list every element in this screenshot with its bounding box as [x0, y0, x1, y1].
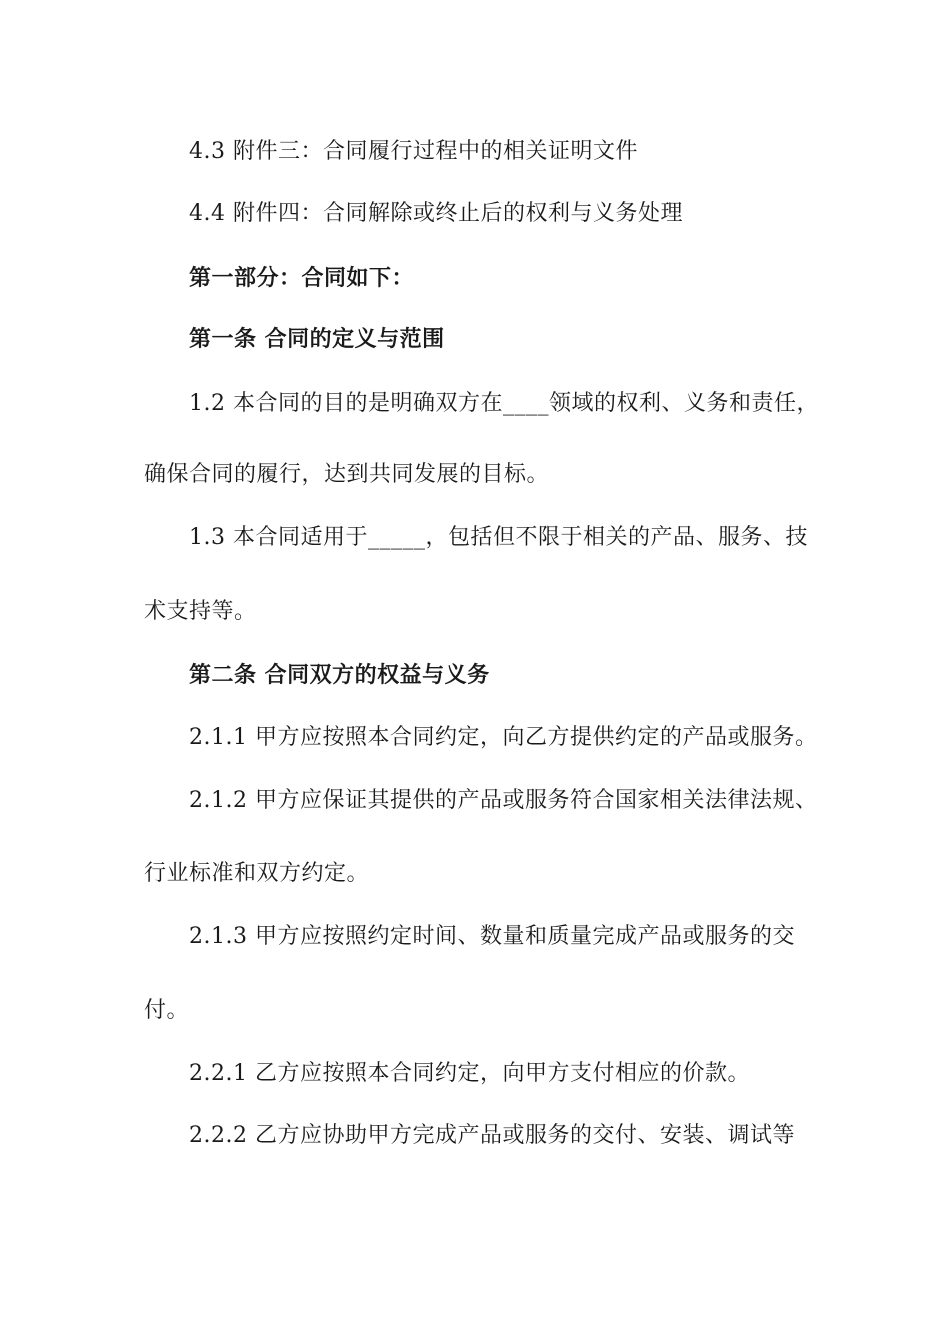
- clause-2-1-1: 2.1.1 甲方应按照本合同约定，向乙方提供约定的产品或服务。: [189, 725, 818, 750]
- appendix-item-4-3: 4.3 附件三：合同履行过程中的相关证明文件: [189, 139, 638, 164]
- article-two-heading: 第二条 合同双方的权益与义务: [189, 662, 490, 688]
- article-one-heading: 第一条 合同的定义与范围: [189, 326, 445, 352]
- clause-2-1-3: 2.1.3 甲方应按照约定时间、数量和质量完成产品或服务的交: [189, 924, 795, 949]
- clause-1-2: 1.2 本合同的目的是明确双方在____领域的权利、义务和责任，: [189, 391, 819, 416]
- clause-1-3: 1.3 本合同适用于_____，包括但不限于相关的产品、服务、技: [189, 525, 808, 550]
- part-one-heading: 第一部分：合同如下：: [189, 265, 415, 291]
- clause-2-1-2: 2.1.2 甲方应保证其提供的产品或服务符合国家相关法律法规、: [189, 788, 818, 813]
- clause-2-2-2: 2.2.2 乙方应协助甲方完成产品或服务的交付、安装、调试等: [189, 1123, 795, 1148]
- clause-2-1-2-continued: 行业标准和双方约定。: [144, 861, 370, 886]
- clause-1-2-continued: 确保合同的履行，达到共同发展的目标。: [144, 462, 550, 487]
- clause-2-2-1: 2.2.1 乙方应按照本合同约定，向甲方支付相应的价款。: [189, 1061, 750, 1086]
- appendix-item-4-4: 4.4 附件四：合同解除或终止后的权利与义务处理: [189, 201, 683, 226]
- clause-2-1-3-continued: 付。: [144, 998, 190, 1023]
- clause-1-3-continued: 术支持等。: [144, 599, 257, 624]
